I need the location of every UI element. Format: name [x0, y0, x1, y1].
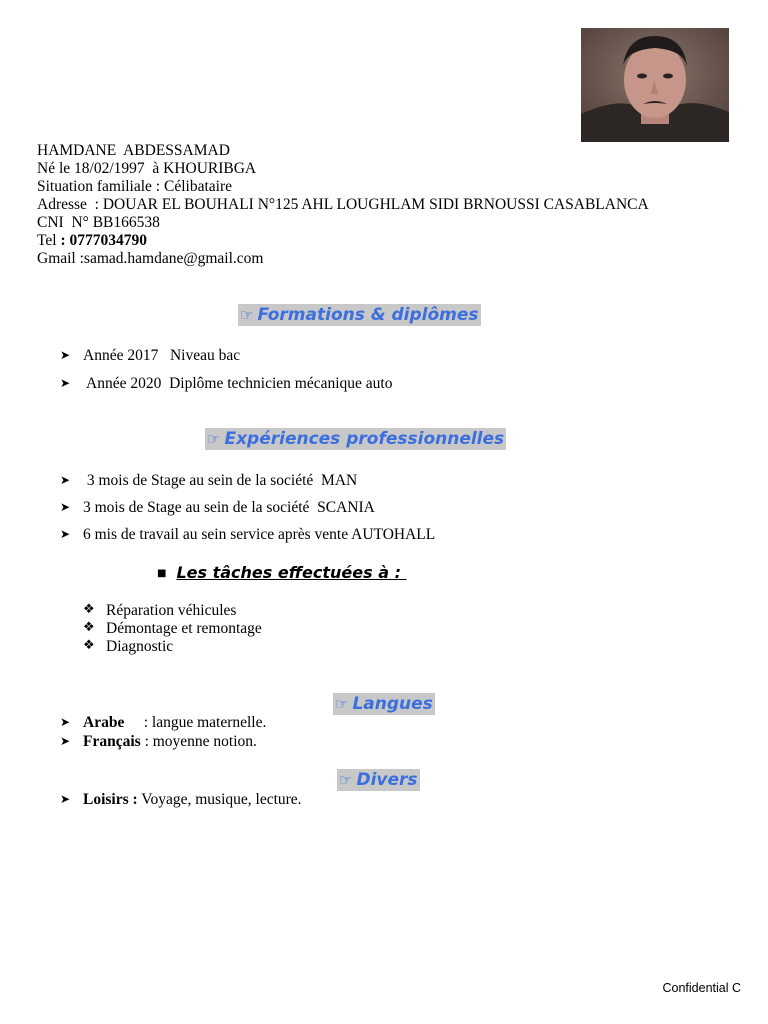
list-item: 3 mois de Stage au sein de la société SCANIA: [83, 499, 375, 516]
language-level: : langue maternelle.: [124, 714, 267, 731]
square-bullet-icon: ■: [157, 568, 167, 579]
divers-heading: [337, 769, 420, 791]
pointing-hand-icon: ☞: [335, 695, 349, 713]
arrowhead-bullet-icon: ➤: [60, 376, 71, 390]
phone-value: : 0777034790: [60, 232, 147, 249]
tasks-title: Les tâches effectuées à :: [176, 563, 407, 582]
arrowhead-bullet-icon: ➤: [60, 500, 71, 514]
pointing-hand-icon: ☞: [207, 430, 221, 448]
divers-title: Divers: [356, 770, 418, 790]
candidate-name: HAMDANE ABDESSAMAD: [37, 142, 230, 159]
hobbies-item: [83, 791, 302, 809]
task-item: Réparation véhicules: [106, 602, 237, 619]
four-diamond-bullet-icon: ❖: [83, 638, 95, 653]
list-item: Année 2020 Diplôme technicien mécanique auto: [83, 375, 393, 392]
tasks-heading: [157, 563, 407, 582]
phone-line: [37, 232, 147, 250]
language-name: Français: [83, 733, 141, 750]
hobbies-text: Voyage, musique, lecture.: [137, 791, 302, 808]
language-item: [83, 733, 257, 751]
pointing-hand-icon: ☞: [339, 771, 353, 789]
four-diamond-bullet-icon: ❖: [83, 602, 95, 617]
formations-heading: [238, 304, 481, 326]
arrowhead-bullet-icon: ➤: [60, 473, 71, 487]
email-line: Gmail :samad.hamdane@gmail.com: [37, 250, 264, 267]
formations-title: Formations & diplômes: [257, 305, 479, 325]
hobbies-label: Loisirs :: [83, 791, 138, 808]
task-item: Diagnostic: [106, 638, 174, 655]
list-item: 3 mois de Stage au sein de la société MAN: [83, 472, 358, 489]
language-name: Arabe: [83, 714, 125, 731]
langues-title: Langues: [352, 694, 433, 714]
address: Adresse : DOUAR EL BOUHALI N°125 AHL LOUGHLAM SIDI BRNOUSSI CASABLANCA: [37, 196, 649, 213]
cni-number: CNI N° BB166538: [37, 214, 160, 231]
experiences-heading: [205, 428, 506, 450]
experiences-title: Expériences professionnelles: [224, 429, 505, 449]
pointing-hand-icon: ☞: [240, 306, 254, 324]
arrowhead-bullet-icon: ➤: [60, 734, 71, 748]
langues-heading: [333, 693, 435, 715]
language-item: [83, 714, 266, 732]
birth-info: Né le 18/02/1997 à KHOURIBGA: [37, 160, 257, 177]
four-diamond-bullet-icon: ❖: [83, 620, 95, 635]
arrowhead-bullet-icon: ➤: [60, 715, 71, 729]
family-status: Situation familiale : Célibataire: [37, 178, 232, 195]
arrowhead-bullet-icon: ➤: [60, 792, 71, 806]
arrowhead-bullet-icon: ➤: [60, 527, 71, 541]
list-item: Année 2017 Niveau bac: [83, 347, 241, 364]
arrowhead-bullet-icon: ➤: [60, 348, 71, 362]
confidential-label: Confidential C: [662, 981, 741, 995]
profile-photo: [581, 28, 729, 142]
task-item: Démontage et remontage: [106, 620, 262, 637]
list-item: 6 mis de travail au sein service après vente AUTOHALL: [83, 526, 436, 543]
phone-label: Tel: [37, 232, 61, 249]
language-level: : moyenne notion.: [140, 733, 257, 750]
